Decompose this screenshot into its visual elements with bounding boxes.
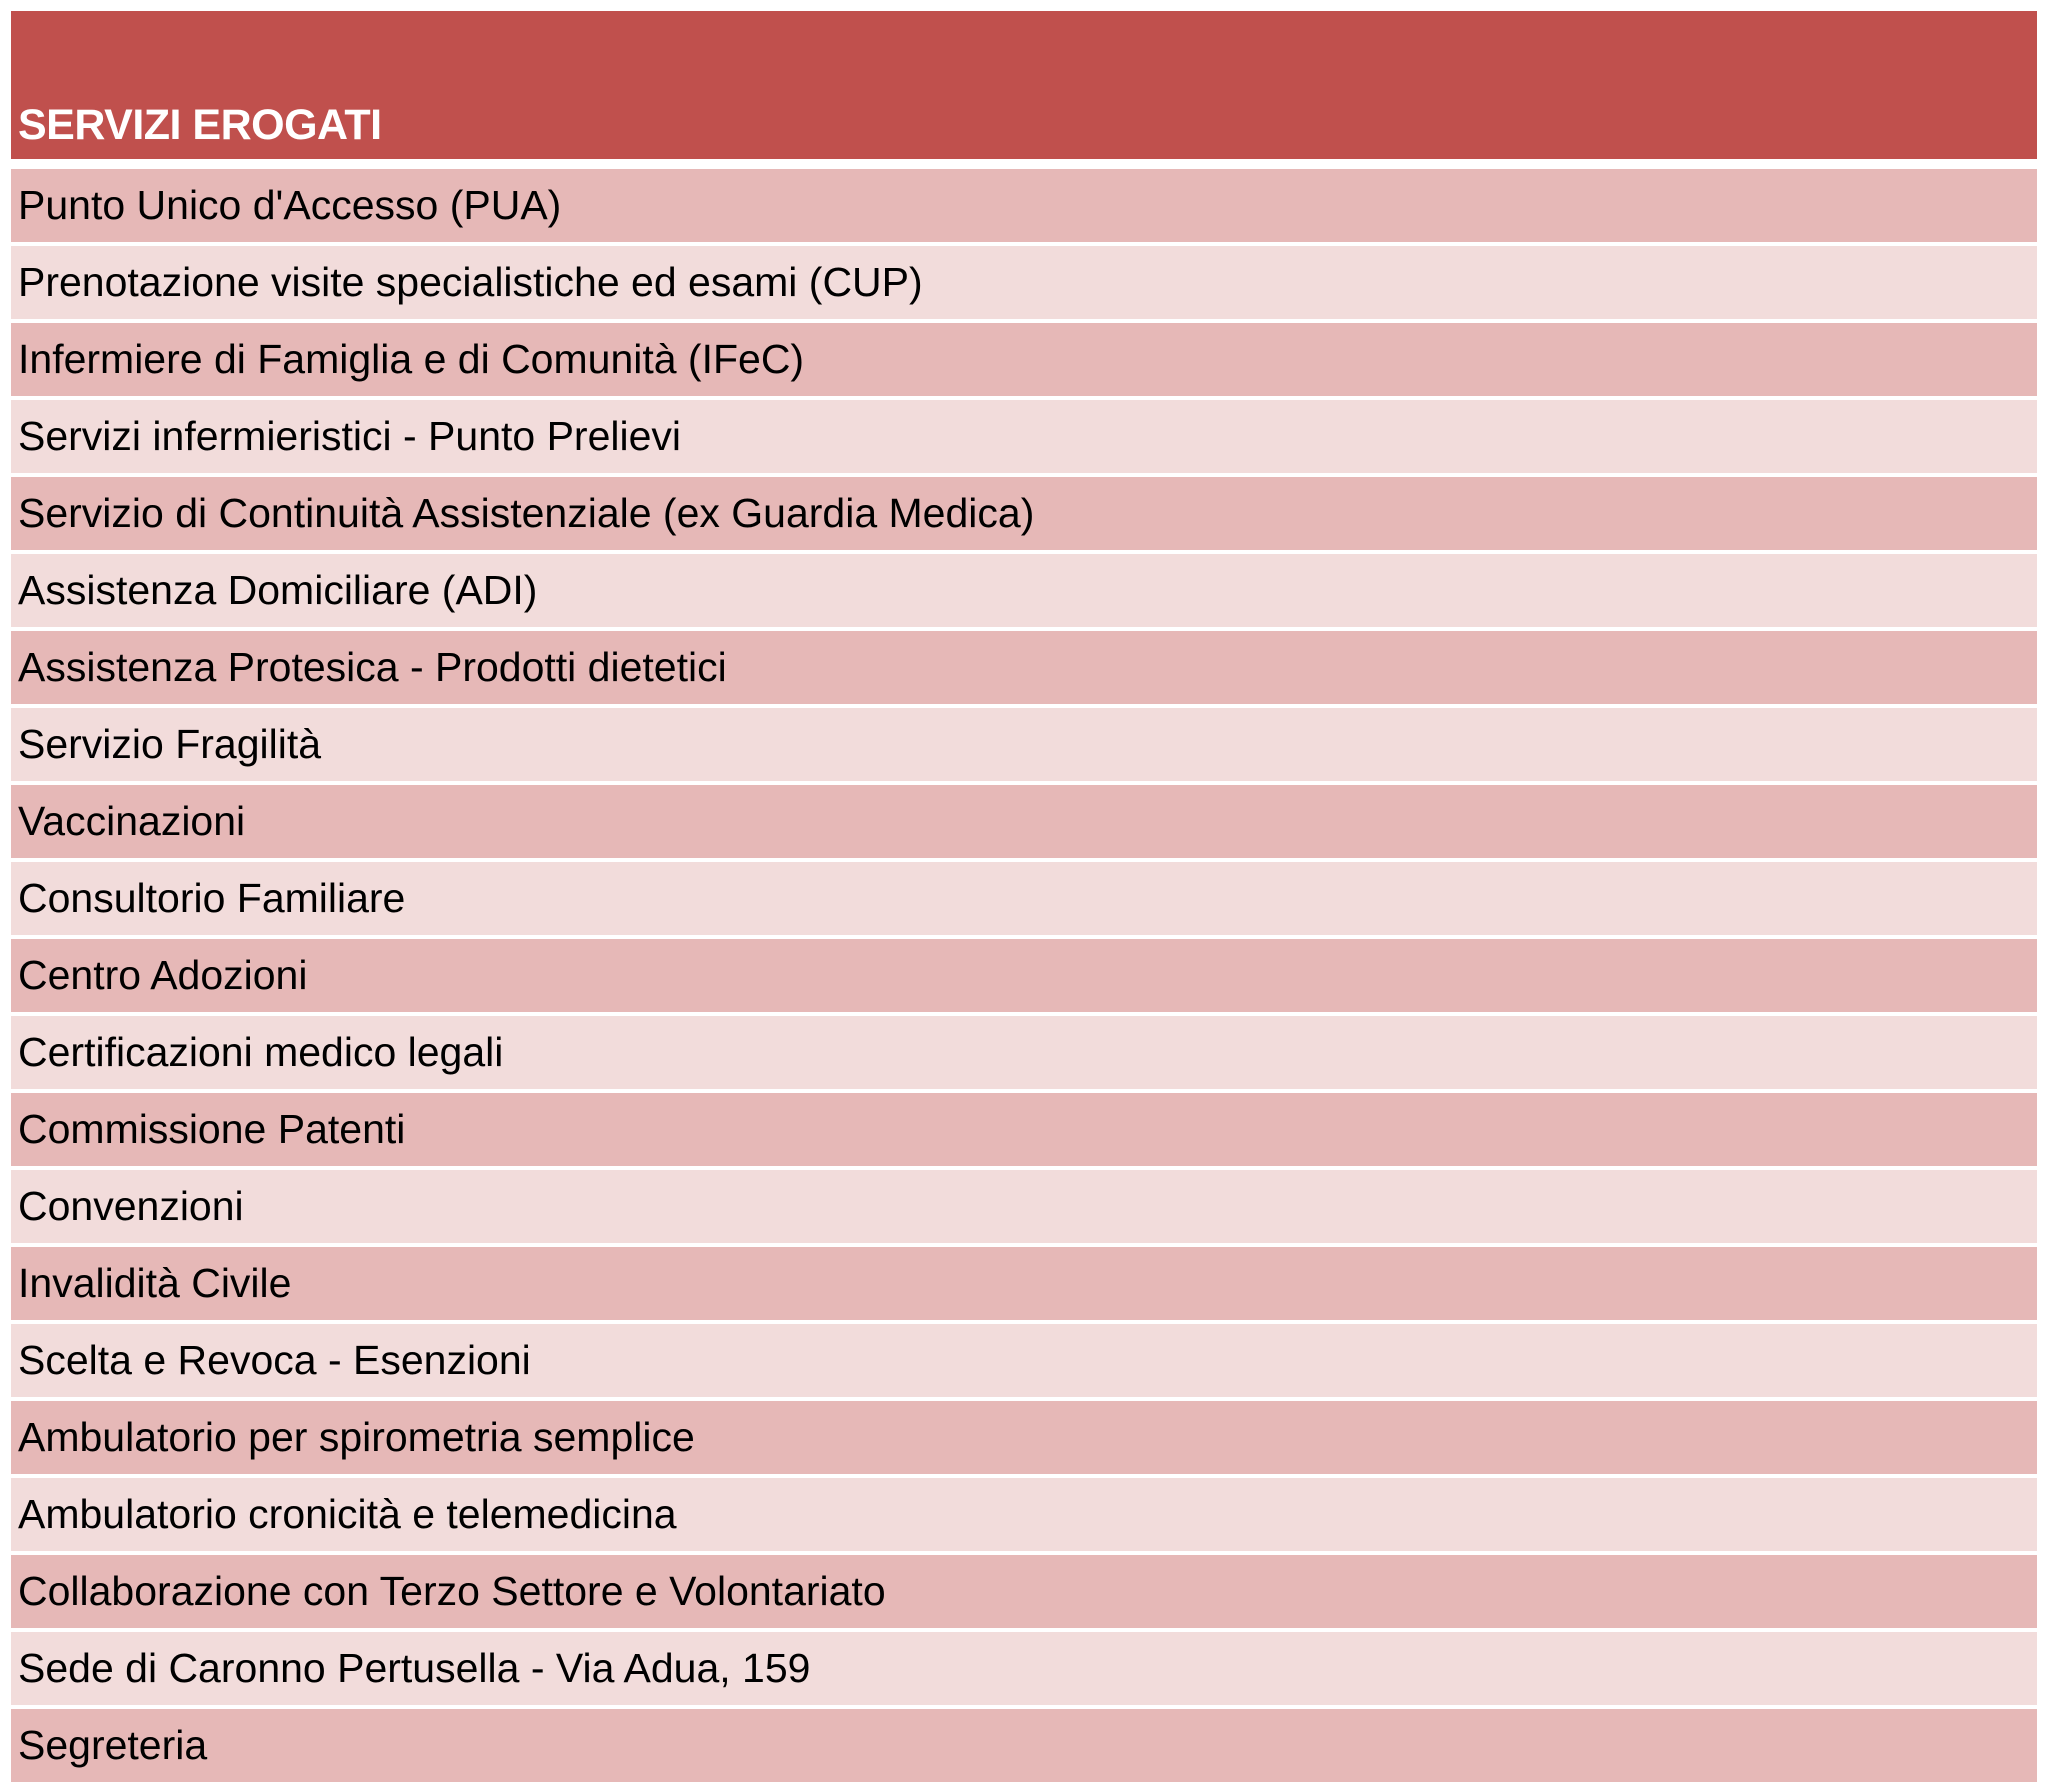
table-row (11, 1632, 2037, 1705)
table-row (11, 169, 2037, 242)
table-row (11, 477, 2037, 550)
table-header-title: SERVIZI EROGATI (18, 101, 382, 149)
table-row (11, 785, 2037, 858)
table-row (11, 939, 2037, 1012)
table-row (11, 862, 2037, 935)
table-row (11, 554, 2037, 627)
table-row (11, 1555, 2037, 1628)
service-label: Assistenza Domiciliare (ADI) (18, 567, 538, 613)
service-label: Ambulatorio cronicità e telemedicina (18, 1491, 677, 1537)
table-row (11, 631, 2037, 704)
table-row (11, 323, 2037, 396)
service-label: Assistenza Protesica - Prodotti dietetici (18, 644, 727, 690)
service-label: Sede di Caronno Pertusella - Via Adua, 159 (18, 1645, 811, 1691)
table-row (11, 1247, 2037, 1320)
service-label: Servizio Fragilità (18, 721, 322, 767)
service-label: Certificazioni medico legali (18, 1029, 504, 1075)
service-label: Prenotazione visite specialistiche ed esami (CUP) (18, 259, 923, 305)
service-label: Consultorio Familiare (18, 875, 406, 921)
service-label: Commissione Patenti (18, 1106, 406, 1152)
table-row (11, 1401, 2037, 1474)
service-label: Punto Unico d'Accesso (PUA) (18, 182, 562, 228)
table-row (11, 400, 2037, 473)
table-row (11, 1016, 2037, 1089)
table-row (11, 1093, 2037, 1166)
service-label: Centro Adozioni (18, 952, 308, 998)
service-label: Scelta e Revoca - Esenzioni (18, 1337, 531, 1383)
table-header (11, 11, 2037, 159)
service-label: Servizi infermieristici - Punto Prelievi (18, 413, 682, 459)
service-label: Convenzioni (18, 1183, 244, 1229)
services-table (11, 11, 2037, 1786)
table-row (11, 1709, 2037, 1782)
table-row (11, 1324, 2037, 1397)
service-label: Infermiere di Famiglia e di Comunità (IFeC) (18, 336, 805, 382)
table-row (11, 1478, 2037, 1551)
service-label: Servizio di Continuità Assistenziale (ex Guardia Medica) (18, 490, 1035, 536)
table-row (11, 1170, 2037, 1243)
service-label: Ambulatorio per spirometria semplice (18, 1414, 695, 1460)
table-row (11, 246, 2037, 319)
service-label: Vaccinazioni (18, 798, 246, 844)
service-label: Invalidità Civile (18, 1260, 292, 1306)
service-label: Segreteria (18, 1722, 208, 1768)
service-label: Collaborazione con Terzo Settore e Volontariato (18, 1568, 886, 1614)
table-row (11, 708, 2037, 781)
